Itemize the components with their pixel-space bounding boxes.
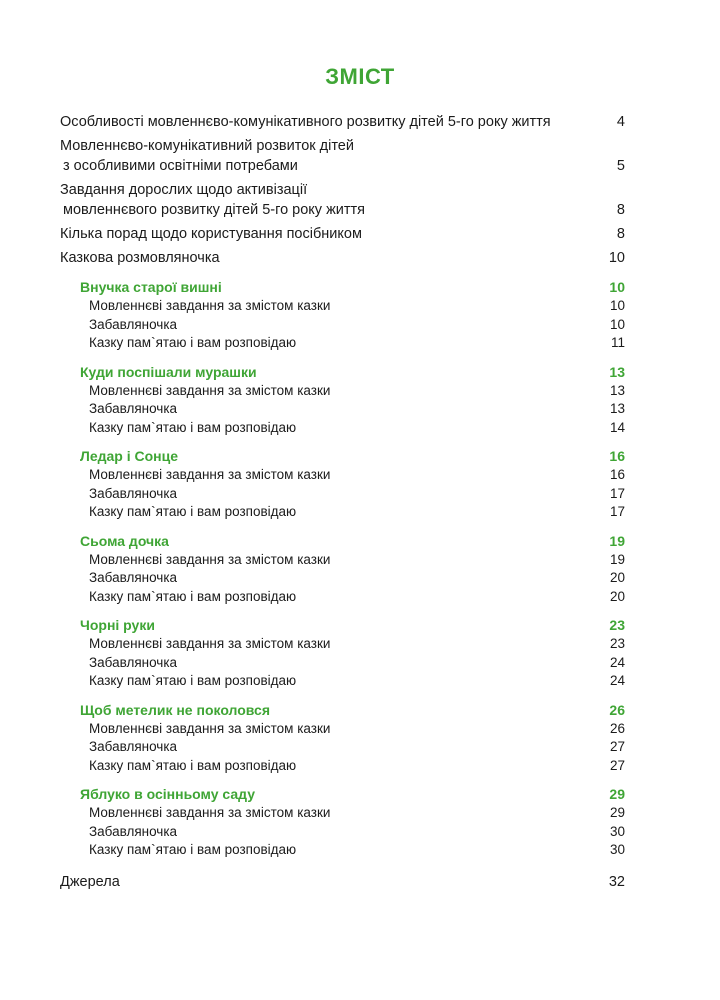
toc-entry-title: Джерела: [60, 873, 120, 890]
toc-subentry-title: Казку пам`ятаю і вам розповідаю: [89, 504, 297, 519]
toc-subentry-title: Казку пам`ятаю і вам розповідаю: [89, 419, 297, 435]
toc-story-title: Яблуко в осінньому саду: [80, 786, 255, 802]
toc-subentry-title: Казку пам`ятаю і вам розповідаю: [89, 335, 297, 350]
toc-entry-title: [60, 180, 605, 220]
toc-page-number: 17: [609, 504, 625, 519]
page-title: ЗМІСТ: [325, 64, 395, 89]
toc-subentry[interactable]: [60, 503, 625, 522]
toc-page-number: 10: [609, 316, 625, 332]
toc-page-number: 10: [609, 279, 625, 295]
toc-subentry-title: Мовленнєві завдання за змістом казки: [89, 298, 331, 313]
toc-page-number: 16: [609, 467, 625, 482]
toc-page-number: 13: [609, 363, 625, 380]
toc-subentry[interactable]: [60, 757, 625, 776]
toc-page-number: 30: [609, 842, 625, 857]
toc-subentry-title: Казку пам`ятаю і вам розповідаю: [89, 588, 297, 604]
toc-entry-title: [60, 112, 605, 132]
toc-subentry-title: Забавляночка: [89, 570, 178, 585]
toc-page-number: 26: [609, 720, 625, 736]
toc-subentry[interactable]: [60, 382, 625, 401]
toc-page-number: 30: [609, 823, 625, 839]
toc-subentry[interactable]: [60, 334, 625, 353]
toc-subentry[interactable]: [60, 588, 625, 607]
toc-subentry-title: Мовленнєві завдання за змістом казки: [89, 467, 331, 482]
toc-entry-sources[interactable]: [60, 872, 625, 892]
toc-entry-line: з особливими освітніми потребами: [63, 158, 298, 174]
toc-page-number: 14: [609, 419, 625, 435]
toc-subentry-title: Мовленнєві завдання за змістом казки: [89, 805, 331, 820]
toc-entry[interactable]: [60, 248, 625, 268]
toc-page-number: 20: [609, 570, 625, 585]
toc-story-title: Куди поспішали мурашки: [80, 363, 257, 380]
toc-story-title: Внучка старої вишні: [80, 279, 222, 295]
toc-page-number: 10: [609, 298, 625, 313]
toc-subentry[interactable]: [60, 466, 625, 485]
toc-page-number: 19: [609, 532, 625, 549]
toc-page-number: 13: [609, 401, 625, 416]
toc-subentry[interactable]: [60, 297, 625, 316]
toc-story-heading[interactable]: [60, 362, 625, 382]
toc-subentry[interactable]: [60, 654, 625, 673]
toc-subentry-title: Забавляночка: [89, 401, 178, 416]
toc-subentry-title: Забавляночка: [89, 823, 178, 839]
toc-story-heading[interactable]: [60, 784, 625, 804]
toc-entry[interactable]: [60, 112, 625, 132]
toc-story-heading[interactable]: [60, 700, 625, 720]
toc-page-number: 16: [609, 448, 625, 464]
toc-subentry[interactable]: [60, 551, 625, 570]
toc-subentry-title: Забавляночка: [89, 739, 178, 754]
toc-subentry[interactable]: [60, 804, 625, 823]
toc-entry-title: [60, 248, 597, 268]
toc-page-number: 13: [609, 382, 625, 398]
toc-subentry-title: Мовленнєві завдання за змістом казки: [89, 636, 331, 651]
toc-entry[interactable]: [60, 136, 625, 176]
toc-page-number: 26: [609, 701, 625, 718]
toc-page-number: 20: [609, 588, 625, 604]
toc-subentry-title: Мовленнєві завдання за змістом казки: [89, 551, 331, 567]
toc-story-heading[interactable]: [60, 277, 625, 297]
toc-entry-line: Особливості мовленнєво-комунікативного розвитку дітей 5-го року життя: [60, 114, 551, 130]
toc-subentry[interactable]: [60, 316, 625, 335]
toc-page-number: 19: [609, 551, 625, 567]
toc-entry-title: [60, 224, 605, 244]
toc-entry-line: Казкова розмовляночка: [60, 250, 220, 266]
toc-story-heading[interactable]: [60, 615, 625, 635]
toc-subentry[interactable]: [60, 720, 625, 739]
table-of-contents: [60, 112, 625, 896]
toc-entry-line: Мовленнєво-комунікативний розвиток дітей: [60, 138, 354, 154]
toc-page-number: 24: [609, 654, 625, 670]
toc-subentry-title: Мовленнєві завдання за змістом казки: [89, 720, 331, 736]
toc-page-number: 24: [609, 673, 625, 688]
toc-page-number: 32: [608, 873, 625, 890]
toc-subentry-title: Забавляночка: [89, 654, 178, 670]
toc-page-number: 23: [609, 617, 625, 633]
toc-entry-title: [60, 136, 605, 176]
toc-subentry[interactable]: [60, 419, 625, 438]
toc-page-number: 11: [610, 335, 625, 350]
toc-page-number: 29: [609, 786, 625, 802]
toc-page-number: 10: [608, 250, 625, 266]
toc-subentry-title: Казку пам`ятаю і вам розповідаю: [89, 757, 297, 773]
toc-subentry[interactable]: [60, 400, 625, 419]
toc-entry-line: Завдання дорослих щодо активізації: [60, 182, 308, 198]
toc-page-number: 29: [609, 805, 625, 820]
toc-subentry[interactable]: [60, 569, 625, 588]
toc-subentry-title: Казку пам`ятаю і вам розповідаю: [89, 842, 297, 857]
toc-page-number: 5: [616, 158, 625, 174]
toc-page-number: 4: [616, 114, 625, 130]
toc-subentry-title: Забавляночка: [89, 316, 178, 332]
toc-story-heading[interactable]: [60, 531, 625, 551]
toc-page-number: 17: [609, 485, 625, 501]
toc-page-number: 23: [609, 636, 625, 651]
toc-story-title: Ледар і Сонце: [80, 448, 179, 464]
toc-subentry[interactable]: [60, 823, 625, 842]
toc-page-number: 27: [609, 757, 625, 773]
toc-entry-line: мовленнєвого розвитку дітей 5-го року життя: [63, 202, 366, 218]
toc-entry[interactable]: [60, 180, 625, 220]
toc-story-title: Щоб метелик не поколовся: [80, 701, 270, 718]
toc-subentry[interactable]: [60, 841, 625, 860]
toc-entry[interactable]: [60, 224, 625, 244]
toc-page-number: 27: [609, 739, 625, 754]
toc-page-number: 8: [616, 202, 625, 218]
toc-subentry[interactable]: [60, 635, 625, 654]
toc-entry-line: Кілька порад щодо користування посібником: [60, 226, 362, 242]
toc-story-title: Сьома дочка: [80, 532, 169, 549]
toc-subentry-title: Казку пам`ятаю і вам розповідаю: [89, 673, 297, 688]
toc-subentry-title: Мовленнєві завдання за змістом казки: [89, 382, 331, 398]
toc-subentry-title: Забавляночка: [89, 485, 178, 501]
toc-page-number: 8: [616, 226, 625, 242]
toc-story-heading[interactable]: [60, 446, 625, 466]
toc-subentry[interactable]: [60, 672, 625, 691]
toc-story-title: Чорні руки: [80, 617, 155, 633]
toc-subentry[interactable]: [60, 485, 625, 504]
toc-subentry[interactable]: [60, 738, 625, 757]
